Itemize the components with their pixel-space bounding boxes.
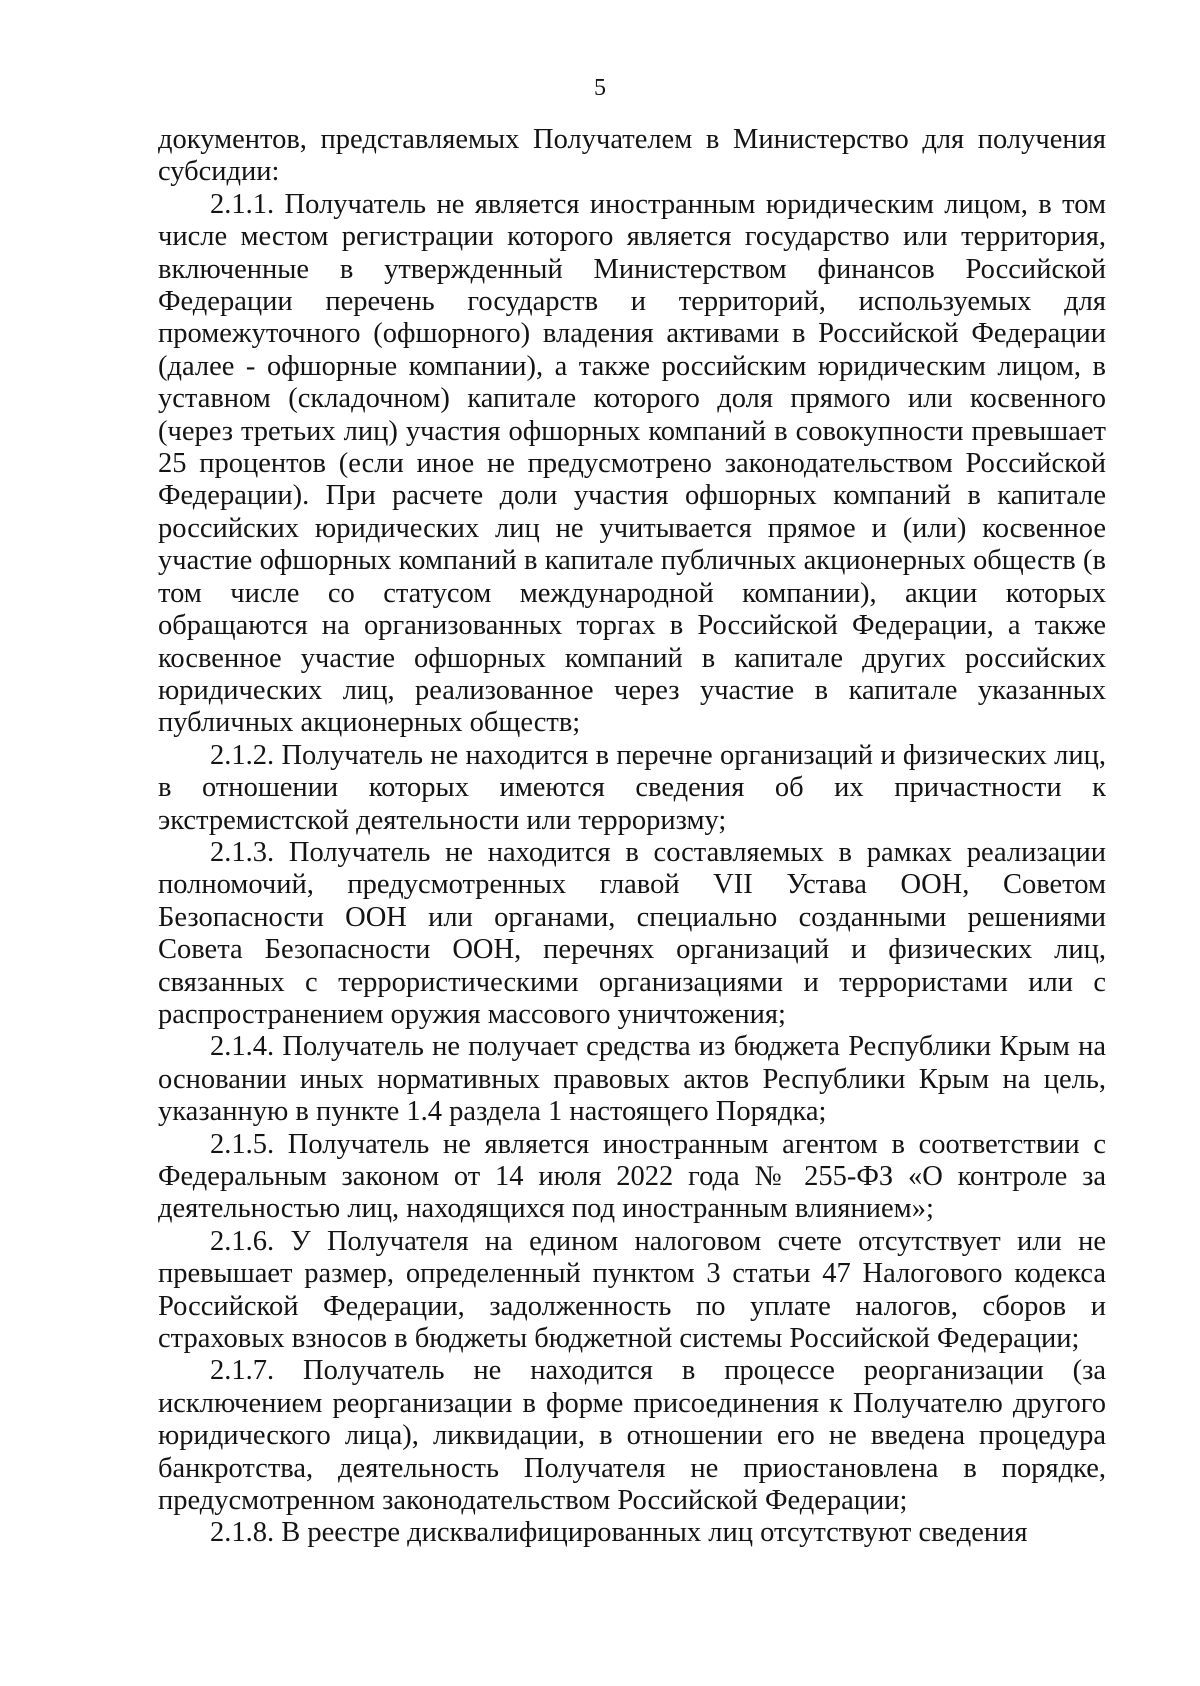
paragraph-2-1-6: 2.1.6. У Получателя на едином налоговом счете отсутствует или не превышает размер, определенный пунктом 3 статьи 47 Налогового кодекса Российской Федерации, задолженность по уплате налогов, сборов и страховых взносов в бюджеты бюджетной системы Российской Федерации; — [158, 1225, 1106, 1355]
page-number: 5 — [594, 75, 606, 101]
paragraph-2-1-4: 2.1.4. Получатель не получает средства из бюджета Республики Крым на основании иных нормативных правовых актов Республики Крым на цель, указанную в пункте 1.4 раздела 1 настоящего Порядка; — [158, 1031, 1106, 1128]
paragraph-2-1-5: 2.1.5. Получатель не является иностранным агентом в соответствии с Федеральным законом от 14 июля 2022 года № 255-ФЗ «О контроле за деятельностью лиц, находящихся под иностранным влиянием»; — [158, 1128, 1106, 1225]
paragraph-2-1-2: 2.1.2. Получатель не находится в перечне организаций и физических лиц, в отношении которых имеются сведения об их причастности к экстремистской деятельности или терроризму; — [158, 739, 1106, 836]
paragraph-2-1-3: 2.1.3. Получатель не находится в составляемых в рамках реализации полномочий, предусмотренных главой VII Устава ООН, Советом Безопасности ООН или органами, специально созданными решениями Совета Безопасности ООН, перечнях организаций и физических лиц, связанных с террористическими организациями и террористами или с распространением оружия массового уничтожения; — [158, 836, 1106, 1030]
paragraph-2-1-1: 2.1.1. Получатель не является иностранным юридическим лицом, в том числе местом регистрации которого является государство или территория, включенные в утвержденный Министерством финансов Российской Федерации перечень государств и территорий, используемых для промежуточного (офшорного) владения активами в Российской Федерации (далее - офшорные компании), а также российским юридическим лицом, в уставном (складочном) капитале которого доля прямого или косвенного (через третьих лиц) участия офшорных компаний в совокупности превышает 25 процентов (если иное не предусмотрено законодательством Российской Федерации). При расчете доли участия офшорных компаний в капитале российских юридических лиц не учитывается прямое и (или) косвенное участие офшорных компаний в капитале публичных акционерных обществ (в том числе со статусом международной компании), акции которых обращаются на организованных торгах в Российской Федерации, а также косвенное участие офшорных компаний в капитале других российских юридических лиц, реализованное через участие в капитале указанных публичных акционерных обществ; — [158, 188, 1106, 739]
paragraph-2-1-7: 2.1.7. Получатель не находится в процессе реорганизации (за исключением реорганизации в форме присоединения к Получателю другого юридического лица), ликвидации, в отношении его не введена процедура банкротства, деятельность Получателя не приостановлена в порядке, предусмотренном законодательством Российской Федерации; — [158, 1355, 1106, 1517]
document-body — [158, 124, 1106, 1550]
paragraph-2-1-8: 2.1.8. В реестре дисквалифицированных лиц отсутствуют сведения — [210, 1517, 1028, 1549]
paragraph-continuation: документов, представляемых Получателем в Министерство для получения субсидии: — [158, 124, 1106, 188]
